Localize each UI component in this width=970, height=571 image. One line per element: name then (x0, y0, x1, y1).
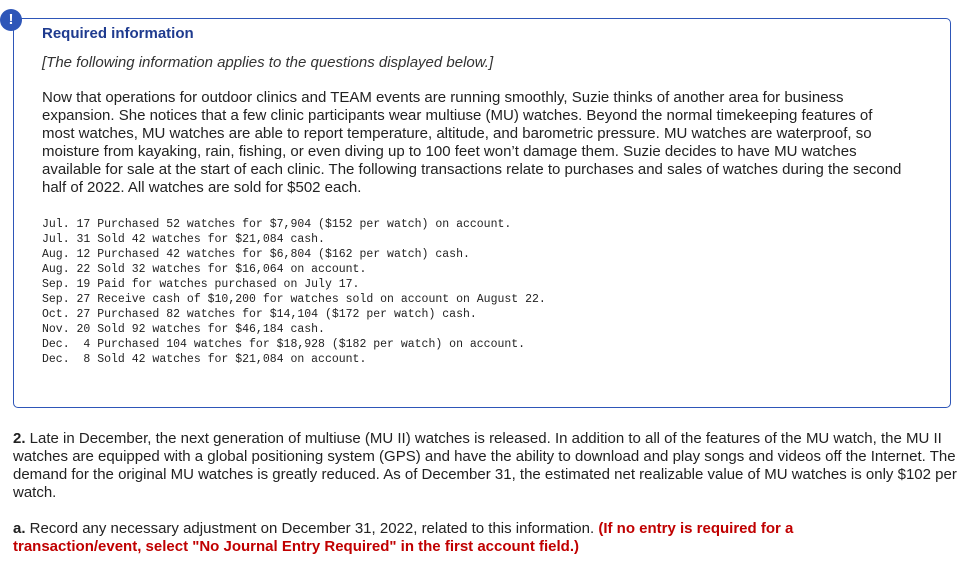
transaction-item: Dec. 8 Sold 42 watches for $21,084 on account. (42, 353, 367, 366)
question-2-text (13, 430, 957, 502)
alert-icon: ! (0, 9, 22, 31)
transaction-list (42, 217, 546, 367)
scenario-paragraph: Now that operations for outdoor clinics and TEAM events are running smoothly, Suzie thinks of another area for business expansion. She notices that a few clinic participants wear multiuse (MU) watches. Beyond the normal timekeeping features of most watches, MU watches are able to report temperature, altitude, and barometric pressure. MU watches are waterproof, so moisture from kayaking, rain, fishing, or even diving up to 100 feet won’t damage them. Suzie decides to have MU watches available for sale at the start of each clinic. The following transactions relate to purchases and sales of watches during the second half of 2022. All watches are sold for $502 each. (42, 89, 902, 196)
question-2a-text (13, 520, 893, 556)
transaction-item: Jul. 31 Sold 42 watches for $21,084 cash. (42, 233, 325, 246)
instruction-note: (If no entry is required for a transaction/event, select "No Journal Entry Required" in the first account field.) (13, 520, 794, 555)
transaction-item: Nov. 20 Sold 92 watches for $46,184 cash. (42, 323, 325, 336)
transaction-item: Aug. 12 Purchased 42 watches for $6,804 ($162 per watch) cash. (42, 248, 470, 261)
question-number: 2. (13, 430, 26, 447)
transaction-item: Dec. 4 Purchased 104 watches for $18,928 ($182 per watch) on account. (42, 338, 526, 351)
transaction-item: Sep. 19 Paid for watches purchased on July 17. (42, 278, 360, 291)
question-body: Late in December, the next generation of multiuse (MU II) watches is released. In addition to all of the features of the MU watch, the MU II watches are equipped with a global positioning system (GPS) and have the ability to download and play songs and videos off the Internet. The demand for the original MU watches is greatly reduced. As of December 31, the estimated net realizable value of MU watches is only $102 per watch. (13, 430, 957, 501)
required-information-title: Required information (42, 25, 194, 42)
transaction-item: Aug. 22 Sold 32 watches for $16,064 on account. (42, 263, 367, 276)
required-information-subtitle: [The following information applies to the questions displayed below.] (42, 54, 494, 71)
transaction-item: Oct. 27 Purchased 82 watches for $14,104 ($172 per watch) cash. (42, 308, 477, 321)
transaction-item: Jul. 17 Purchased 52 watches for $7,904 ($152 per watch) on account. (42, 218, 512, 231)
part-body: Record any necessary adjustment on December 31, 2022, related to this information. (25, 520, 599, 537)
part-letter: a. (13, 520, 26, 537)
transaction-item: Sep. 27 Receive cash of $10,200 for watches sold on account on August 22. (42, 293, 546, 306)
